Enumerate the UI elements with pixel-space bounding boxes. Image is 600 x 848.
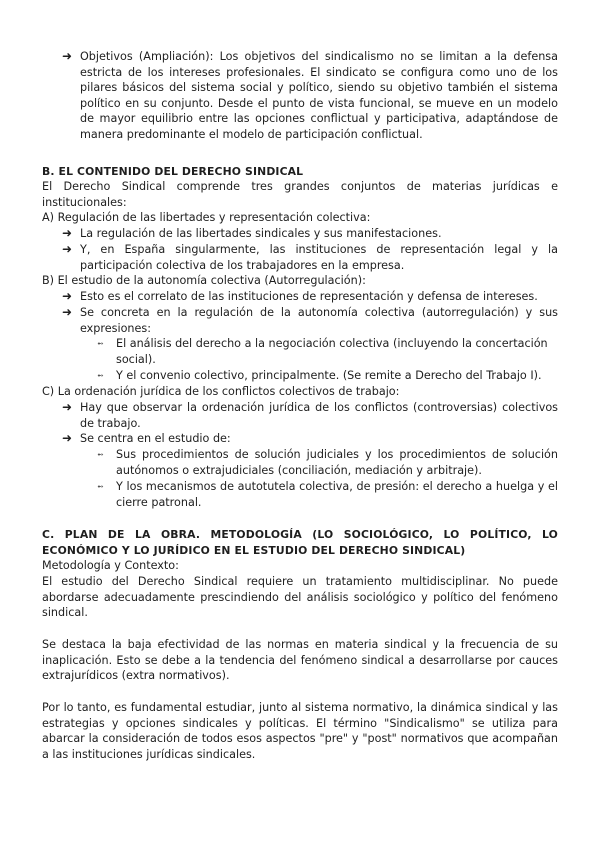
c-bullet-2: Se centra en el estudio de: [80, 432, 231, 445]
section-c-paragraph-3: Por lo tanto, es fundamental estudiar, junto al sistema normativo, la dinámica sindical y las estrategias y opciones sindicales y políticas. El término "Sindicalismo" se utiliza para abarcar la consideración de todos esos aspectos "pre" y "post" normativos que acompañan a las instituciones jurídicas sindicales. [42, 701, 558, 761]
sub-arrow-icon: ➻ [97, 339, 104, 348]
a-bullet-2: Y, en España singularmente, las instituciones de representación legal y la participación colectiva de los trabajadores en la empresa. [80, 243, 558, 272]
section-c-heading: C. PLAN DE LA OBRA. METODOLOGÍA (LO SOCIOLÓGICO, LO POLÍTICO, LO ECONÓMICO Y LO JURÍDICO EN EL ESTUDIO DEL DERECHO SINDICAL) [42, 528, 558, 557]
c-bullet-1: Hay que observar la ordenación jurídica de los conflictos (controversias) colectivos de trabajo. [80, 401, 558, 430]
arrow-bullet-icon: ➜ [62, 226, 73, 240]
sub-arrow-icon: ➻ [97, 371, 104, 380]
c-sub-2: Y los mecanismos de autotutela colectiva, de presión: el derecho a huelga y el cierre patronal. [116, 480, 558, 509]
b-bullet-2: Se concreta en la regulación de la autonomía colectiva (autorregulación) y sus expresiones: [80, 306, 558, 335]
arrow-bullet-icon: ➜ [62, 305, 73, 319]
c-sub-1: Sus procedimientos de solución judiciales y los procedimientos de solución autónomos o extrajudiciales (conciliación, mediación y arbitraje). [116, 448, 558, 477]
arrow-bullet-icon: ➜ [62, 289, 73, 303]
sub-arrow-icon: ➻ [97, 482, 104, 491]
arrow-bullet-icon: ➜ [62, 431, 73, 445]
objetivos-paragraph: Objetivos (Ampliación): Los objetivos del sindicalismo no se limitan a la defensa estricta de los intereses profesionales. El sindicato se configura como uno de los pilares básicos del sistema social y político, siendo su objetivo también el sistema político en su conjunto. Desde el punto de vista funcional, se mueve en un modelo de mayor equilibrio entre las opciones conflictual y participativa, adaptándose de manera predominante el modelo de participación conflictual. [80, 50, 558, 141]
section-c-paragraph-2: Se destaca la baja efectividad de las normas en materia sindical y la frecuencia de su inaplicación. Esto se debe a la tendencia del fenómeno sindical a desarrollarse por cauces extrajurídicos (extra normativos). [42, 638, 558, 683]
section-b-intro: El Derecho Sindical comprende tres grandes conjuntos de materias jurídicas e institucionales: [42, 180, 558, 209]
arrow-bullet-icon: ➜ [62, 242, 73, 256]
section-c-subheading: Metodología y Contexto: [42, 559, 179, 572]
section-b-c-title: C) La ordenación jurídica de los conflictos colectivos de trabajo: [42, 385, 400, 398]
arrow-bullet-icon: ➜ [62, 49, 73, 63]
a-bullet-1: La regulación de las libertades sindicales y sus manifestaciones. [80, 227, 442, 240]
b-sub-1: El análisis del derecho a la negociación colectiva (incluyendo la concertación social). [116, 337, 548, 366]
arrow-bullet-icon: ➜ [62, 400, 73, 414]
section-b-heading: B. EL CONTENIDO DEL DERECHO SINDICAL [42, 165, 304, 178]
b-sub-2: Y el convenio colectivo, principalmente. (Se remite a Derecho del Trabajo I). [116, 369, 542, 382]
section-c-paragraph-1: El estudio del Derecho Sindical requiere un tratamiento multidisciplinar. No puede abordarse adecuadamente prescindiendo del análisis sociológico y político del fenómeno sindical. [42, 575, 558, 620]
b-bullet-1: Esto es el correlato de las instituciones de representación y defensa de intereses. [80, 290, 538, 303]
section-b-a-title: A) Regulación de las libertades y representación colectiva: [42, 211, 371, 224]
sub-arrow-icon: ➻ [97, 450, 104, 459]
section-b-b-title: B) El estudio de la autonomía colectiva (Autorregulación): [42, 274, 366, 287]
